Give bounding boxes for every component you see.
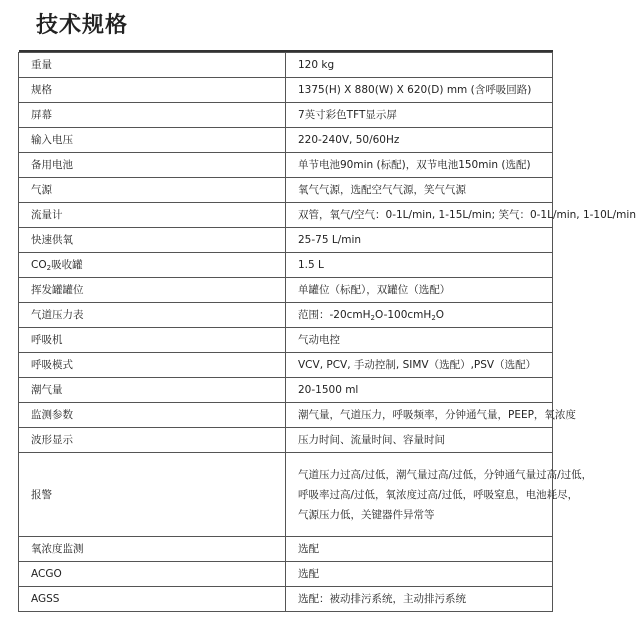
table-row (19, 378, 553, 403)
table-row (19, 203, 553, 228)
row-value: 1.5 L (286, 253, 553, 278)
table-row (19, 303, 553, 328)
table-row (19, 403, 553, 428)
row-key: 备用电池 (19, 153, 286, 178)
table-row (19, 103, 553, 128)
row-key: 快速供氧 (19, 228, 286, 253)
row-value-multiline (286, 453, 593, 537)
table-row (19, 78, 553, 103)
subscript-2: 2 (46, 264, 52, 272)
row-value: 压力时间、流量时间、容量时间 (286, 428, 553, 453)
table-row (19, 328, 553, 353)
subscript-2: 2 (431, 314, 436, 322)
row-value: VCV, PCV, 手动控制, SIMV（选配）,PSV（选配） (286, 353, 553, 378)
row-key: 流量计 (19, 203, 286, 228)
table-row (19, 537, 553, 562)
range-part: O-100cmH (375, 309, 432, 321)
row-value: 单节电池90min (标配)，双节电池150min (选配) (286, 153, 553, 178)
table-row (19, 353, 553, 378)
row-key: 波形显示 (19, 428, 286, 453)
row-key: 氧浓度监测 (19, 537, 286, 562)
page-title: 技术规格 (36, 13, 129, 38)
row-value: 选配 (286, 562, 553, 587)
row-value: 1375(H) X 880(W) X 620(D) mm (含呼吸回路) (286, 78, 553, 103)
row-key-co2 (19, 253, 286, 278)
row-key: 挥发罐罐位 (19, 278, 286, 303)
table-row (19, 278, 553, 303)
row-value-pressure-range (286, 303, 553, 328)
row-value: 氧气气源，选配空气气源，笑气气源 (286, 178, 553, 203)
co2-label: CO (31, 259, 47, 271)
table-row (19, 153, 553, 178)
row-key: 潮气量 (19, 378, 286, 403)
row-key: ACGO (19, 562, 286, 587)
row-key: 监测参数 (19, 403, 286, 428)
row-key: 气道压力表 (19, 303, 286, 328)
subscript-2: 2 (370, 314, 376, 322)
co2-suffix: 吸收罐 (51, 259, 83, 271)
row-value: 20-1500 ml (286, 378, 553, 403)
row-key: 重量 (19, 53, 286, 78)
table-row-alarm (19, 453, 553, 537)
row-key: 输入电压 (19, 128, 286, 153)
range-part: O (435, 309, 445, 321)
table-row (19, 587, 553, 612)
row-value: 选配 (286, 537, 553, 562)
row-value: 7英寸彩色TFT显示屏 (286, 103, 553, 128)
row-key: 气源 (19, 178, 286, 203)
row-value: 120 kg (286, 53, 553, 78)
table-row (19, 228, 553, 253)
row-value: 25-75 L/min (286, 228, 553, 253)
row-value: 潮气量，气道压力，呼吸频率，分钟通气量，PEEP，氧浓度 (286, 403, 553, 428)
row-key: AGSS (19, 587, 286, 612)
row-key: 呼吸模式 (19, 353, 286, 378)
table-row (19, 562, 553, 587)
spec-table (18, 50, 636, 612)
row-key: 报警 (19, 453, 286, 537)
row-key: 呼吸机 (19, 328, 286, 353)
alarm-line: 气道压力过高/过低，潮气量过高/过低，分钟通气量过高/过低， (298, 468, 593, 481)
table-row (19, 428, 553, 453)
row-value: 单罐位（标配），双罐位（选配） (286, 278, 553, 303)
table-row (19, 53, 553, 78)
alarm-line: 气源压力低，关键器件异常等 (298, 508, 435, 521)
table-row (19, 178, 553, 203)
row-value: 气动电控 (286, 328, 553, 353)
row-value: 双管，氧气/空气：0-1L/min, 1-15L/min; 笑气：0-1L/min, 1-10L/min (286, 203, 553, 228)
table-row (19, 253, 553, 278)
row-value: 选配：被动排污系统，主动排污系统 (286, 587, 553, 612)
row-key: 屏幕 (19, 103, 286, 128)
alarm-line: 呼吸率过高/过低，氧浓度过高/过低，呼吸窒息，电池耗尽， (298, 488, 579, 501)
row-key: 规格 (19, 78, 286, 103)
table-row (19, 128, 553, 153)
row-value: 220-240V, 50/60Hz (286, 128, 553, 153)
range-part: 范围：-20cmH (298, 309, 371, 321)
